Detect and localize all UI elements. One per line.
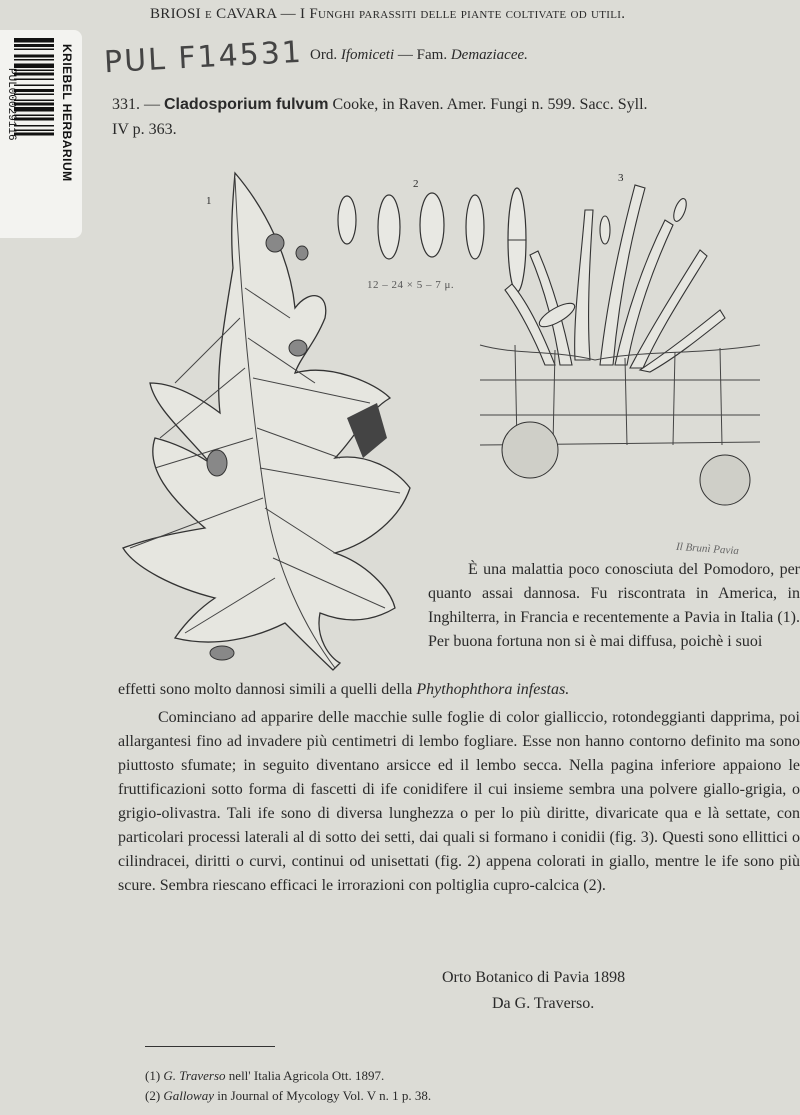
species-entry — [112, 92, 792, 142]
classification — [310, 47, 528, 64]
paragraph-2: Cominciano ad apparire delle macchie sulle foglie di color gialliccio, rotondeggianti dapprima, poi allargantesi fino ad invadere più centimetri di lembo fogliare. Esse non hanno contorno definito ma sono piuttosto sfumate; in seguito diventano arsicce ed il lembo secca. Nella pagina inferiore appaiono le fruttificazioni sotto forma di fascetti di ife conidifere il cui insieme sembra una polvere giallo-grigia, o grigio-olivastra. Tali ife sono di diversa lunghezza o per lo più diritte, divaricate qua e là settate, con particolari processi laterali al di sotto dei setti, dai quali si formano i conidii (fig. 3). Questi sono ellittici o cilindracei, diritti o curvi, continui od unisettati (fig. 2) appena colorati in giallo, mentre le ife sono più scure. Sembra riescano efficaci le irrorazioni con poltiglia cupro-calcica (2). — [118, 709, 800, 894]
footnote-1-text: nell' Italia Agricola Ott. 1897. — [228, 1068, 385, 1083]
collector-signature: Il Brunì Pavia — [675, 540, 740, 558]
footnote-1 — [145, 1068, 384, 1084]
order-name: Ifomiceti — [340, 47, 395, 63]
pathogen-name: Phythophthora infestas. — [416, 681, 570, 698]
family-prefix: — Fam. — [397, 47, 448, 63]
footnote-1-num: (1) — [145, 1068, 161, 1083]
footnote-2-author: Galloway — [163, 1088, 214, 1103]
paragraph-1-end — [118, 678, 800, 702]
family-name: Demaziacee. — [450, 47, 528, 63]
handwritten-specimen-id: PUL F14531 — [103, 34, 304, 81]
figure-2-label: 2 — [413, 178, 419, 190]
conidiophore-illustration — [475, 180, 765, 515]
entry-number: 331. — — [112, 96, 160, 113]
paragraph-1-intro: È una malattia poco conosciuta del Pomodoro, per quanto assai dannosa. Fu riscontrata in America, in Inghilterra, in Francia e recentemente a Pavia in Italia (1). Per buona fortuna non si è mai diffusa, poichè i suoi — [428, 561, 800, 650]
author-signature: Da G. Traverso. — [492, 995, 595, 1012]
herbarium-name: KRIEBEL HERBARIUM — [60, 44, 74, 182]
series-title: — I Funghi parassiti delle piante coltivate od utili. — [280, 6, 626, 22]
citation-cont: IV p. 363. — [112, 121, 177, 138]
paragraph-1-end-text: effetti sono molto dannosi simili a quelli della — [118, 681, 413, 698]
species-name: Cladosporium fulvum — [164, 96, 329, 113]
place-date: Orto Botanico di Pavia 1898 — [442, 969, 626, 986]
footnote-2-text: in Journal of Mycology Vol. V n. 1 p. 38. — [217, 1088, 432, 1103]
spore-dimensions: 12 – 24 × 5 – 7 μ. — [367, 279, 455, 291]
citation: Cooke, in Raven. Amer. Fungi n. 599. Sacc. Syll. — [332, 96, 648, 113]
footnote-divider — [145, 1046, 275, 1047]
order-prefix: Ord. — [310, 47, 338, 63]
figure-3-label: 3 — [618, 172, 624, 184]
accession-number: PUL00029116 — [5, 68, 17, 141]
figure-1-label: 1 — [206, 195, 212, 207]
footnote-1-author: G. Traverso — [163, 1068, 226, 1083]
running-header — [150, 6, 625, 23]
conjunction: e — [205, 6, 213, 22]
barcode — [14, 38, 54, 188]
author-briosi: BRIOSI — [150, 6, 201, 22]
author-cavara: CAVARA — [216, 6, 277, 22]
footnote-2 — [145, 1088, 431, 1104]
footnote-2-num: (2) — [145, 1088, 161, 1103]
